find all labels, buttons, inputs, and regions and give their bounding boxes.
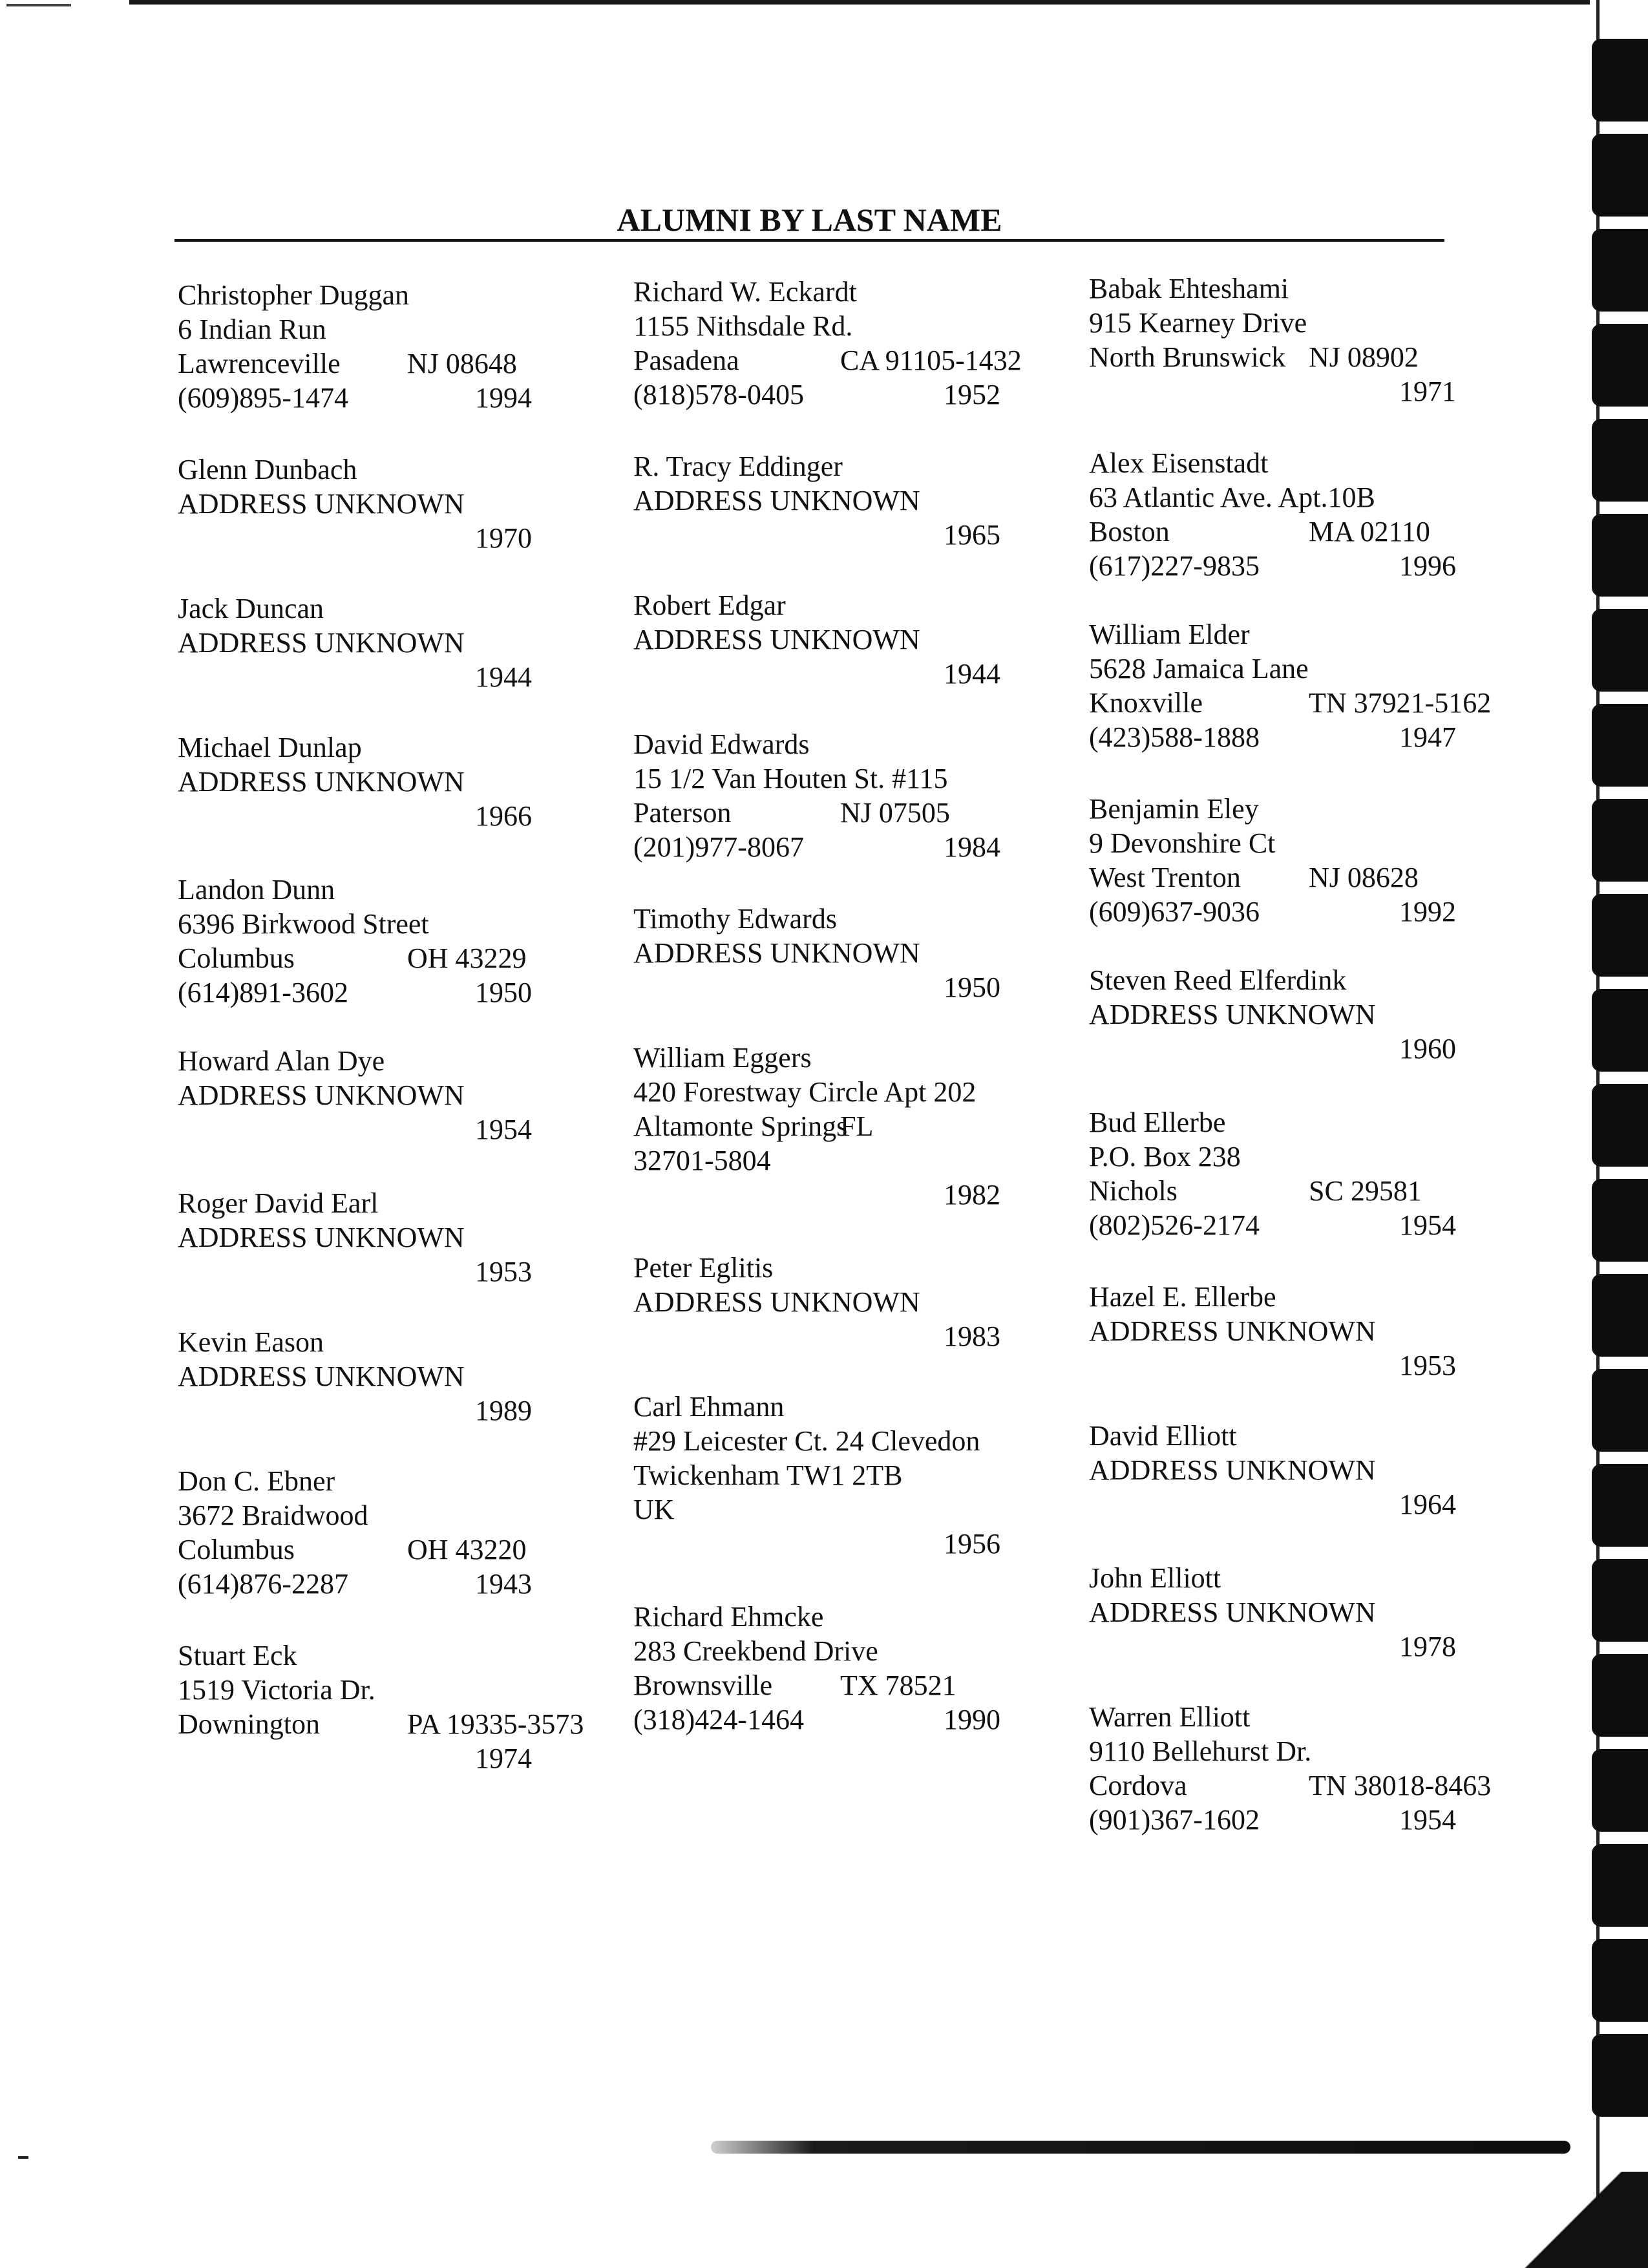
alumni-phone: (318)424-1464 xyxy=(633,1704,804,1735)
binding-ring xyxy=(1592,894,1648,977)
alumni-class-year: 1978 xyxy=(1399,1631,1456,1662)
spiral-binding xyxy=(1587,39,1648,2120)
alumni-street: ADDRESS UNKNOWN xyxy=(178,488,465,520)
binding-ring xyxy=(1592,1559,1648,1642)
alumni-name: R. Tracy Eddinger xyxy=(633,450,843,482)
alumni-class-year: 1954 xyxy=(475,1114,532,1145)
alumni-entry xyxy=(1089,963,1477,1066)
alumni-class-year: 1983 xyxy=(944,1320,1000,1352)
alumni-entry xyxy=(633,902,1021,1004)
alumni-state-zip: NJ 08628 xyxy=(1309,862,1419,893)
alumni-street: ADDRESS UNKNOWN xyxy=(1089,1596,1376,1628)
alumni-state-zip: OH 43229 xyxy=(407,942,527,974)
alumni-name: Steven Reed Elferdink xyxy=(1089,964,1347,996)
alumni-class-year: 1971 xyxy=(1399,376,1456,407)
binding-ring xyxy=(1592,989,1648,1072)
alumni-country: UK xyxy=(633,1494,675,1525)
alumni-class-year: 1966 xyxy=(475,800,532,832)
alumni-state-zip: CA 91105-1432 xyxy=(840,344,1022,376)
binding-ring xyxy=(1592,1939,1648,2022)
alumni-street: ADDRESS UNKNOWN xyxy=(1089,1315,1376,1347)
alumni-street: ADDRESS UNKNOWN xyxy=(633,624,920,655)
alumni-street: 3672 Braidwood xyxy=(178,1500,368,1531)
alumni-street: 1155 Nithsdale Rd. xyxy=(633,310,853,342)
alumni-entry xyxy=(178,1638,584,1775)
alumni-name: Babak Ehteshami xyxy=(1089,273,1289,304)
alumni-name: William Elder xyxy=(1089,619,1250,650)
alumni-city: Twickenham TW1 2TB xyxy=(633,1459,903,1491)
alumni-name: David Elliott xyxy=(1089,1420,1237,1452)
binding-ring xyxy=(1592,1084,1648,1167)
alumni-class-year: 1954 xyxy=(1399,1804,1456,1836)
alumni-name: Warren Elliott xyxy=(1089,1701,1251,1733)
alumni-city: North Brunswick xyxy=(1089,341,1286,373)
alumni-entry xyxy=(1089,792,1477,929)
alumni-class-year: 1954 xyxy=(1399,1209,1456,1241)
alumni-street: 283 Creekbend Drive xyxy=(633,1635,878,1667)
alumni-state-zip: PA 19335-3573 xyxy=(407,1708,584,1740)
binding-ring xyxy=(1592,39,1648,122)
binding-ring xyxy=(1592,799,1648,882)
alumni-class-year: 1989 xyxy=(475,1395,532,1426)
alumni-entry xyxy=(633,449,1021,552)
alumni-entry xyxy=(178,1186,565,1289)
alumni-name: Christopher Duggan xyxy=(178,279,410,311)
alumni-class-year: 1990 xyxy=(944,1704,1000,1735)
alumni-street: ADDRESS UNKNOWN xyxy=(633,937,920,969)
alumni-name: Stuart Eck xyxy=(178,1640,297,1671)
alumni-state-zip: NJ 07505 xyxy=(840,797,950,829)
alumni-name: Richard W. Eckardt xyxy=(633,276,857,308)
scan-edge-mark xyxy=(18,2156,28,2159)
alumni-name: John Elliott xyxy=(1089,1562,1221,1594)
binding-ring xyxy=(1592,2034,1648,2117)
alumni-class-year: 1953 xyxy=(475,1256,532,1288)
alumni-name: David Edwards xyxy=(633,728,810,760)
alumni-class-year: 1982 xyxy=(944,1179,1000,1211)
alumni-street: 5628 Jamaica Lane xyxy=(1089,653,1309,684)
alumni-street: ADDRESS UNKNOWN xyxy=(1089,999,1376,1030)
alumni-name: Glenn Dunbach xyxy=(178,454,357,485)
binding-ring xyxy=(1592,1749,1648,1832)
alumni-name: Timothy Edwards xyxy=(633,903,837,935)
alumni-city: Columbus xyxy=(178,1534,295,1565)
alumni-city: Paterson xyxy=(633,797,732,829)
alumni-name: Alex Eisenstadt xyxy=(1089,447,1269,479)
alumni-phone: (614)891-3602 xyxy=(178,977,348,1008)
alumni-name: Richard Ehmcke xyxy=(633,1601,824,1633)
scan-top-edge xyxy=(129,0,1590,5)
alumni-street: 9110 Bellehurst Dr. xyxy=(1089,1735,1312,1767)
scan-bottom-shadow xyxy=(711,2141,1570,2154)
alumni-state-zip: FL xyxy=(840,1110,874,1142)
alumni-state-zip: MA 02110 xyxy=(1309,516,1430,547)
alumni-entry xyxy=(178,730,565,833)
alumni-class-year: 1943 xyxy=(475,1568,532,1600)
alumni-street: ADDRESS UNKNOWN xyxy=(633,485,920,516)
scan-corner-shadow xyxy=(1519,2172,1648,2268)
alumni-street: ADDRESS UNKNOWN xyxy=(1089,1454,1376,1486)
alumni-city: Boston xyxy=(1089,516,1170,547)
alumni-entry xyxy=(178,591,565,694)
alumni-street: 63 Atlantic Ave. Apt.10B xyxy=(1089,482,1375,513)
alumni-phone: (609)895-1474 xyxy=(178,382,348,414)
alumni-class-year: 1965 xyxy=(944,519,1000,551)
alumni-class-year: 1944 xyxy=(944,658,1000,690)
alumni-city: Downington xyxy=(178,1708,320,1740)
alumni-entry xyxy=(633,1390,1021,1561)
alumni-name: Michael Dunlap xyxy=(178,732,362,763)
alumni-class-year: 1964 xyxy=(1399,1489,1456,1520)
alumni-city: Nichols xyxy=(1089,1175,1178,1207)
alumni-city: Pasadena xyxy=(633,344,739,376)
alumni-class-year: 1992 xyxy=(1399,896,1456,927)
alumni-state-zip: TN 38018-8463 xyxy=(1309,1770,1492,1801)
alumni-name: Roger David Earl xyxy=(178,1187,379,1219)
alumni-entry xyxy=(633,588,1021,691)
alumni-name: William Eggers xyxy=(633,1042,812,1074)
alumni-phone: (614)876-2287 xyxy=(178,1568,348,1600)
alumni-street: ADDRESS UNKNOWN xyxy=(178,627,465,659)
alumni-entry xyxy=(1089,1105,1477,1242)
alumni-entry xyxy=(1089,1700,1492,1837)
alumni-name: Howard Alan Dye xyxy=(178,1045,385,1077)
alumni-phone: (901)367-1602 xyxy=(1089,1804,1260,1836)
alumni-street: 1519 Victoria Dr. xyxy=(178,1674,375,1706)
binding-ring xyxy=(1592,1464,1648,1547)
alumni-state-zip: SC 29581 xyxy=(1309,1175,1422,1207)
alumni-name: Landon Dunn xyxy=(178,874,335,906)
alumni-entry xyxy=(633,1041,1021,1212)
alumni-class-year: 1950 xyxy=(475,977,532,1008)
alumni-phone: (802)526-2174 xyxy=(1089,1209,1260,1241)
alumni-street: 9 Devonshire Ct xyxy=(1089,827,1276,859)
binding-ring xyxy=(1592,419,1648,502)
binding-ring xyxy=(1592,134,1648,217)
alumni-street: ADDRESS UNKNOWN xyxy=(633,1286,920,1318)
alumni-entry xyxy=(1089,271,1477,408)
alumni-street: P.O. Box 238 xyxy=(1089,1141,1241,1172)
alumni-phone: (423)588-1888 xyxy=(1089,721,1260,753)
alumni-class-year: 1952 xyxy=(944,379,1000,410)
alumni-phone: (201)977-8067 xyxy=(633,831,804,863)
alumni-entry xyxy=(178,1044,565,1147)
alumni-name: Peter Eglitis xyxy=(633,1252,774,1284)
alumni-city: Lawrenceville xyxy=(178,348,341,379)
alumni-entry xyxy=(178,873,565,1010)
alumni-class-year: 1944 xyxy=(475,661,532,693)
alumni-entry xyxy=(178,278,565,415)
alumni-state-zip: NJ 08648 xyxy=(407,348,517,379)
alumni-street: 6 Indian Run xyxy=(178,313,326,345)
alumni-street: #29 Leicester Ct. 24 Clevedon xyxy=(633,1425,980,1457)
alumni-phone: (609)637-9036 xyxy=(1089,896,1260,927)
alumni-name: Don C. Ebner xyxy=(178,1465,335,1497)
alumni-name: Jack Duncan xyxy=(178,593,324,624)
alumni-entry xyxy=(178,1325,565,1428)
alumni-city: West Trenton xyxy=(1089,862,1241,893)
alumni-entry xyxy=(633,1251,1021,1353)
binding-ring xyxy=(1592,1654,1648,1737)
alumni-name: Bud Ellerbe xyxy=(1089,1107,1226,1138)
alumni-state-zip: TX 78521 xyxy=(840,1669,956,1701)
alumni-name: Carl Ehmann xyxy=(633,1391,785,1423)
binding-ring xyxy=(1592,1844,1648,1927)
alumni-class-year: 1974 xyxy=(475,1743,532,1774)
alumni-state-zip: TN 37921-5162 xyxy=(1309,687,1492,719)
alumni-class-year: 1947 xyxy=(1399,721,1456,753)
alumni-class-year: 1953 xyxy=(1399,1350,1456,1381)
alumni-entry xyxy=(1089,1419,1477,1521)
alumni-street: 915 Kearney Drive xyxy=(1089,307,1307,339)
alumni-class-year: 1970 xyxy=(475,522,532,554)
alumni-entry xyxy=(633,727,1021,864)
alumni-entry xyxy=(1089,446,1477,583)
binding-ring xyxy=(1592,1179,1648,1262)
alumni-entry xyxy=(1089,617,1492,754)
alumni-class-year: 1960 xyxy=(1399,1033,1456,1065)
alumni-class-year: 1996 xyxy=(1399,550,1456,582)
alumni-street: 6396 Birkwood Street xyxy=(178,908,429,940)
binding-ring xyxy=(1592,324,1648,407)
alumni-street: ADDRESS UNKNOWN xyxy=(178,1361,465,1392)
alumni-zip: 32701-5804 xyxy=(633,1145,771,1176)
alumni-entry xyxy=(633,1600,1021,1737)
binding-ring xyxy=(1592,704,1648,787)
binding-ring xyxy=(1592,609,1648,692)
alumni-city: Columbus xyxy=(178,942,295,974)
alumni-entry xyxy=(633,275,1021,412)
alumni-street: ADDRESS UNKNOWN xyxy=(178,1079,465,1111)
alumni-entry xyxy=(1089,1280,1477,1383)
alumni-phone: (617)227-9835 xyxy=(1089,550,1260,582)
alumni-name: Kevin Eason xyxy=(178,1326,324,1358)
alumni-class-year: 1984 xyxy=(944,831,1000,863)
alumni-class-year: 1994 xyxy=(475,382,532,414)
alumni-entry xyxy=(1089,1561,1477,1664)
scan-edge-mark xyxy=(6,4,71,6)
alumni-class-year: 1950 xyxy=(944,971,1000,1003)
binding-ring xyxy=(1592,229,1648,312)
alumni-city: Cordova xyxy=(1089,1770,1187,1801)
alumni-city: Brownsville xyxy=(633,1669,773,1701)
alumni-street: ADDRESS UNKNOWN xyxy=(178,766,465,798)
alumni-phone: (818)578-0405 xyxy=(633,379,804,410)
alumni-city: Altamonte Springs xyxy=(633,1110,848,1142)
alumni-class-year: 1956 xyxy=(944,1528,1000,1560)
binding-ring xyxy=(1592,1274,1648,1357)
alumni-street: ADDRESS UNKNOWN xyxy=(178,1222,465,1253)
alumni-name: Hazel E. Ellerbe xyxy=(1089,1281,1276,1313)
alumni-city: Knoxville xyxy=(1089,687,1203,719)
binding-ring xyxy=(1592,1369,1648,1452)
alumni-street: 420 Forestway Circle Apt 202 xyxy=(633,1076,977,1108)
alumni-name: Benjamin Eley xyxy=(1089,793,1259,825)
binding-ring xyxy=(1592,514,1648,597)
alumni-name: Robert Edgar xyxy=(633,589,786,621)
alumni-entry xyxy=(178,1464,565,1601)
page-title: ALUMNI BY LAST NAME xyxy=(174,200,1444,242)
alumni-entry xyxy=(178,452,565,555)
alumni-street: 15 1/2 Van Houten St. #115 xyxy=(633,763,948,794)
alumni-state-zip: OH 43220 xyxy=(407,1534,527,1565)
alumni-state-zip: NJ 08902 xyxy=(1309,341,1419,373)
